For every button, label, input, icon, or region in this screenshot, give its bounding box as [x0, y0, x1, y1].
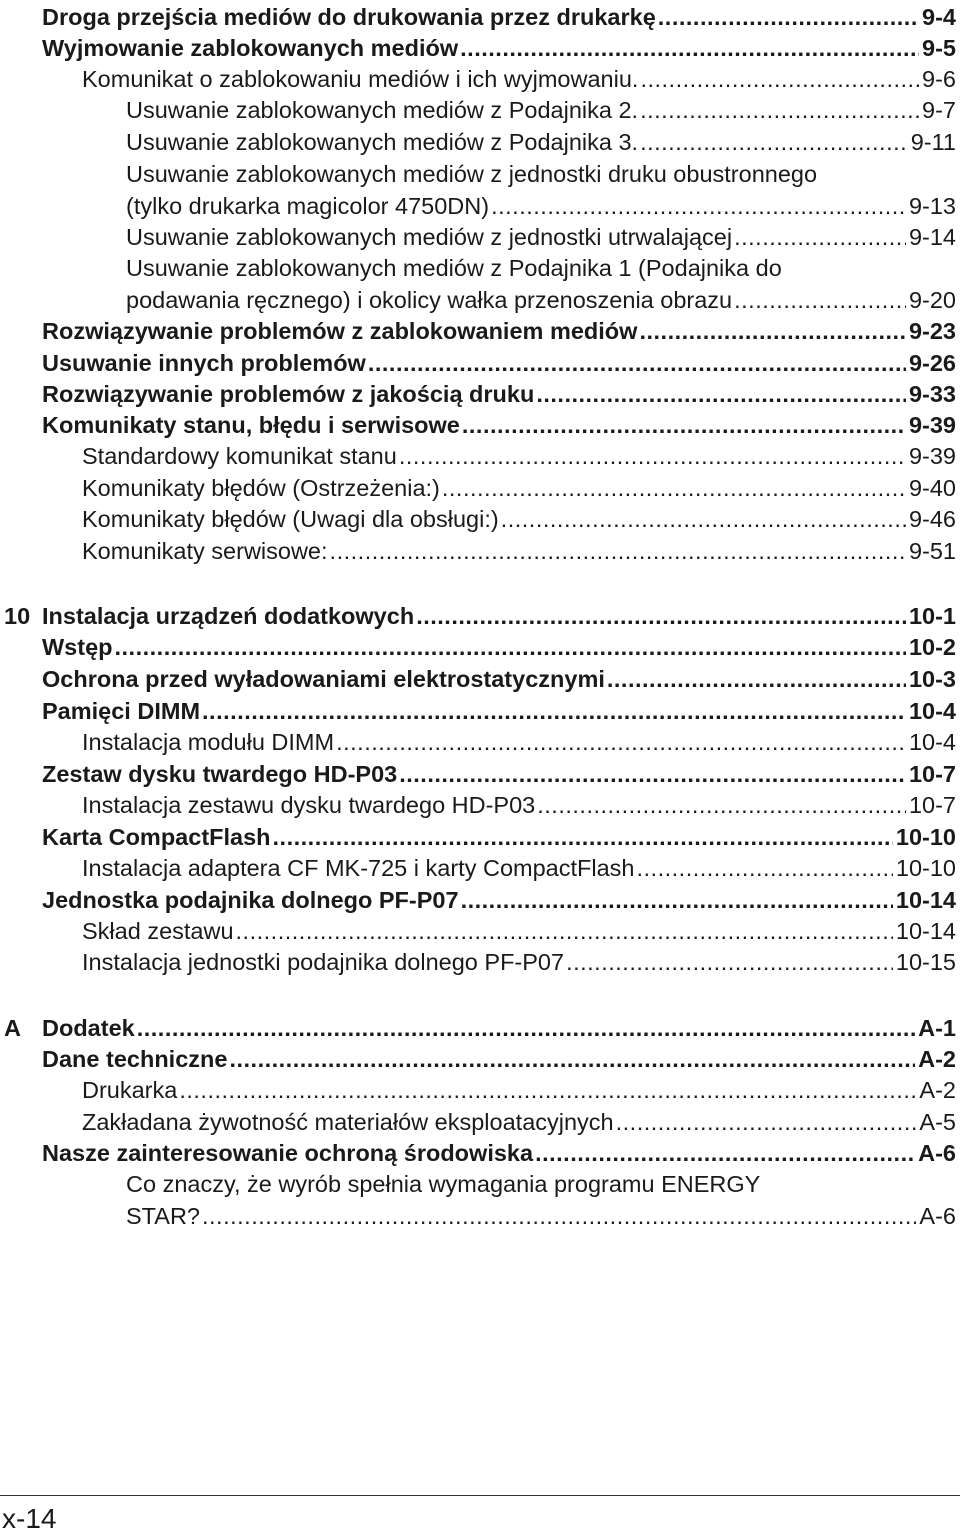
toc-entry[interactable]	[126, 95, 956, 125]
toc-entry[interactable]	[82, 1075, 956, 1105]
toc-entry-page: 10-2	[908, 634, 956, 660]
dot-leader	[137, 1013, 915, 1043]
toc-entry-title: Komunikaty stanu, błędu i serwisowe	[42, 412, 460, 438]
toc-entry[interactable]	[82, 536, 956, 566]
toc-entry-page: 9-46	[908, 506, 956, 532]
toc-entry[interactable]	[82, 790, 956, 820]
dot-leader	[734, 285, 906, 315]
toc-entry-page: 9-20	[908, 286, 956, 313]
dot-leader	[330, 536, 906, 566]
footer-page-number: x-14	[2, 1503, 57, 1534]
toc-entry[interactable]	[42, 664, 956, 694]
toc-entry-page: 10-10	[895, 824, 956, 850]
toc-entry-title: Droga przejścia mediów do drukowania przez drukarkę	[42, 4, 656, 30]
toc-entry-title: (tylko drukarka magicolor 4750DN)	[126, 192, 490, 219]
toc-entry-title: Jednostka podajnika dolnego PF-P07	[42, 887, 459, 913]
toc-entry-title: Pamięci DIMM	[42, 698, 201, 724]
dot-leader	[202, 696, 906, 726]
dot-leader	[442, 473, 906, 503]
dot-leader	[607, 664, 906, 694]
toc-entry-page: 10-14	[895, 918, 956, 944]
toc-entry-page: A-6	[919, 1202, 956, 1229]
toc-entry-title: podawania ręcznego) i okolicy wałka przenoszenia obrazu	[126, 286, 733, 313]
toc-entry-page: 9-33	[908, 381, 956, 407]
toc-entry[interactable]	[126, 253, 956, 315]
toc-entry-page: 9-39	[908, 443, 956, 469]
dot-leader	[399, 759, 906, 789]
toc-entry-page: 9-23	[908, 318, 956, 344]
toc-entry-title: Komunikat o zablokowaniu mediów i ich wyjmowaniu.	[82, 66, 639, 92]
dot-leader	[416, 601, 906, 631]
toc-entry-page: 9-39	[908, 412, 956, 438]
toc-entry[interactable]	[126, 127, 956, 157]
dot-leader	[460, 33, 919, 63]
dot-leader	[229, 1044, 915, 1074]
toc-entry-title: Komunikaty serwisowe:	[82, 538, 328, 564]
dot-leader	[616, 1107, 917, 1137]
toc-entry[interactable]	[82, 916, 956, 946]
toc-entry-title: Wyjmowanie zablokowanych mediów	[42, 35, 459, 61]
dot-leader	[491, 191, 906, 221]
dot-leader	[535, 1138, 915, 1168]
toc-entry-title: Wstęp	[42, 634, 113, 660]
toc-entry-page: 10-3	[908, 666, 956, 692]
dot-leader	[636, 853, 892, 883]
toc-entry[interactable]	[42, 316, 956, 346]
toc-entry[interactable]	[42, 379, 956, 409]
toc-entry-title: Usuwanie zablokowanych mediów z Podajnika 3.	[126, 129, 639, 155]
toc-entry-title: Rozwiązywanie problemów z jakością druku	[42, 381, 535, 407]
dot-leader	[640, 95, 919, 125]
dot-leader	[461, 885, 893, 915]
toc-entry[interactable]	[42, 759, 956, 789]
toc-entry-title: Zakładana żywotność materiałów eksploatacyjnych	[82, 1109, 614, 1135]
toc-entry-title: Komunikaty błędów (Uwagi dla obsługi:)	[82, 506, 499, 532]
toc-entry-page: 9-51	[908, 538, 956, 564]
toc-entry-title: Usuwanie zablokowanych mediów z Podajnika 2.	[126, 97, 639, 123]
dot-leader	[640, 127, 908, 157]
toc-entry-title: Rozwiązywanie problemów z zablokowaniem mediów	[42, 318, 638, 344]
toc-entry-title: Skład zestawu	[82, 918, 234, 944]
toc-entry[interactable]	[82, 64, 956, 94]
toc-entry-page: 9-40	[908, 475, 956, 501]
toc-entry[interactable]	[42, 632, 956, 662]
dot-leader	[179, 1075, 916, 1105]
dot-leader	[399, 441, 906, 471]
toc-entry-title: Drukarka	[82, 1077, 178, 1103]
dot-leader	[462, 410, 906, 440]
toc-entry[interactable]	[82, 947, 956, 977]
dot-leader	[115, 632, 906, 662]
footer-divider	[0, 1495, 960, 1496]
toc-entry-title: Instalacja urządzeń dodatkowych	[42, 603, 415, 629]
dot-leader	[537, 790, 906, 820]
dot-leader	[368, 348, 906, 378]
dot-leader	[273, 822, 893, 852]
toc-entry-page: 10-10	[895, 855, 956, 881]
toc-entry-title: Standardowy komunikat stanu	[82, 443, 397, 469]
toc-entry-title: Instalacja zestawu dysku twardego HD-P03	[82, 792, 536, 818]
toc-entry-page: 10-7	[908, 761, 956, 787]
toc-entry[interactable]	[42, 2, 956, 32]
toc-entry-page: 10-4	[908, 729, 956, 755]
toc-entry-page: 9-26	[908, 350, 956, 376]
toc-entry[interactable]	[82, 504, 956, 534]
toc-entry[interactable]	[82, 1107, 956, 1137]
toc-entry-page: 9-13	[908, 192, 956, 219]
toc-entry-title-line: Usuwanie zablokowanych mediów z Podajnika 1 (Podajnika do	[126, 255, 782, 281]
toc-entry-title: Zestaw dysku twardego HD-P03	[42, 761, 398, 787]
toc-entry[interactable]	[82, 727, 956, 757]
toc-entry-page: 9-11	[910, 129, 956, 155]
dot-leader	[640, 64, 919, 94]
dot-leader	[336, 727, 906, 757]
toc-entry[interactable]	[42, 1044, 956, 1074]
toc-entry-page: 10-4	[908, 698, 956, 724]
toc-entry-page: 10-14	[895, 887, 956, 913]
toc-entry[interactable]	[42, 348, 956, 378]
toc-entry[interactable]	[82, 441, 956, 471]
toc-entry[interactable]	[126, 1169, 956, 1231]
toc-entry-title: Usuwanie innych problemów	[42, 350, 366, 376]
toc-entry-page: 9-4	[922, 4, 956, 30]
toc-entry-page: 10-15	[895, 949, 956, 975]
chapter-number: A	[4, 1015, 21, 1041]
toc-entry[interactable]	[42, 1138, 956, 1168]
toc-entry-page: 9-5	[922, 35, 956, 61]
toc-entry[interactable]	[42, 822, 956, 852]
dot-leader	[734, 222, 906, 252]
dot-leader	[536, 379, 906, 409]
toc-entry-title: Dane techniczne	[42, 1046, 228, 1072]
toc-entry-page: A-2	[919, 1077, 956, 1103]
toc-entry-title: Ochrona przed wyładowaniami elektrostatycznymi	[42, 666, 605, 692]
dot-leader	[236, 916, 893, 946]
toc-entry-page: 9-14	[908, 224, 956, 250]
toc-entry-page: 10-1	[908, 603, 956, 629]
dot-leader	[566, 947, 893, 977]
dot-leader	[501, 504, 906, 534]
toc-entry-title: STAR?	[126, 1202, 200, 1229]
toc-entry-page: 9-6	[922, 66, 956, 92]
toc-entry-title: Usuwanie zablokowanych mediów z jednostki utrwalającej	[126, 224, 733, 250]
toc-entry[interactable]	[82, 473, 956, 503]
toc-entry[interactable]	[42, 410, 956, 440]
toc-entry-page: A-2	[918, 1046, 956, 1072]
toc-entry[interactable]	[42, 601, 956, 631]
toc-entry[interactable]	[126, 222, 956, 252]
dot-leader	[639, 316, 906, 346]
dot-leader	[658, 2, 919, 32]
toc-entry[interactable]	[42, 1013, 956, 1043]
toc-entry-title: Instalacja modułu DIMM	[82, 729, 335, 755]
toc-entry-page: 10-7	[908, 792, 956, 818]
toc-entry[interactable]	[126, 159, 956, 221]
toc-entry-page: A-5	[919, 1109, 956, 1135]
toc-entry-title: Instalacja jednostki podajnika dolnego PF-P07	[82, 949, 565, 975]
toc-entry-title: Dodatek	[42, 1015, 135, 1041]
dot-leader	[202, 1201, 916, 1231]
toc-entry[interactable]	[42, 696, 956, 726]
toc-entry[interactable]	[82, 853, 956, 883]
toc-entry-page: A-6	[918, 1140, 956, 1166]
toc-entry-page: A-1	[918, 1015, 956, 1041]
toc-entry-title: Komunikaty błędów (Ostrzeżenia:)	[82, 475, 440, 501]
toc-entry-title: Karta CompactFlash	[42, 824, 271, 850]
toc-entry-title: Instalacja adaptera CF MK-725 i karty CompactFlash	[82, 855, 635, 881]
toc-entry-page: 9-7	[922, 97, 956, 123]
toc-entry-title-line: Co znaczy, że wyrób spełnia wymagania programu ENERGY	[126, 1171, 761, 1197]
toc-entry[interactable]	[42, 885, 956, 915]
toc-entry-title: Nasze zainteresowanie ochroną środowiska	[42, 1140, 534, 1166]
toc-entry-title-line: Usuwanie zablokowanych mediów z jednostki druku obustronnego	[126, 161, 818, 187]
toc-entry[interactable]	[42, 33, 956, 63]
chapter-number: 10	[4, 603, 31, 629]
